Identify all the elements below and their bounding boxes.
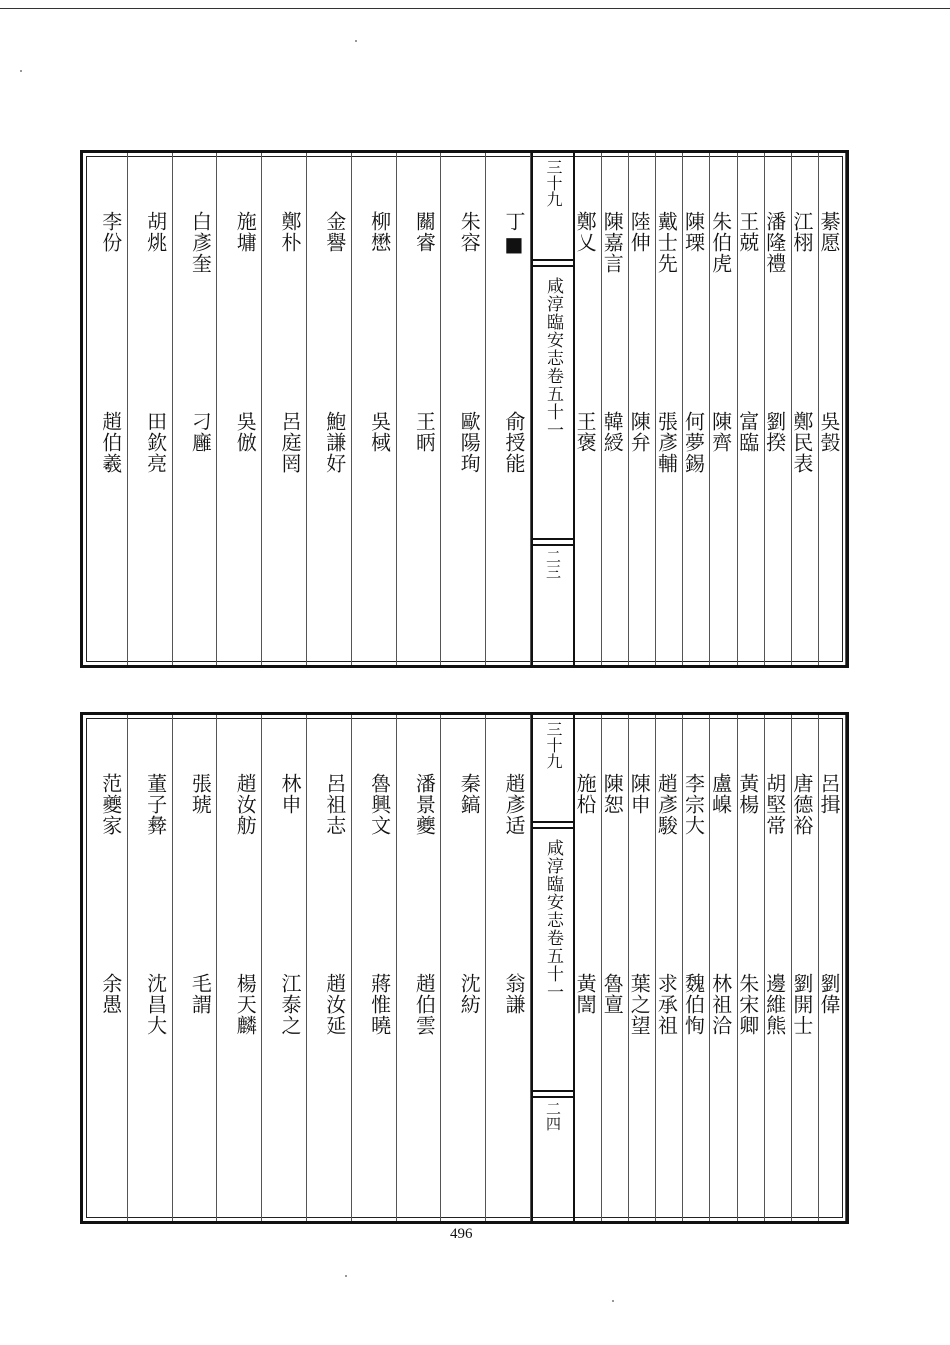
- name-column: [397, 153, 442, 665]
- name-upper: 關睿: [412, 211, 437, 253]
- name-upper: 江栩: [789, 211, 814, 253]
- name-upper: 陳瑮: [681, 211, 706, 253]
- fishtail-mark: [531, 259, 575, 267]
- fishtail-mark: [531, 1090, 575, 1098]
- leaf-label: 三十九: [544, 721, 563, 769]
- name-column: [173, 153, 218, 665]
- name-column: [486, 715, 531, 1221]
- name-lower: 俞授能: [501, 411, 526, 474]
- name-upper: 潘隆禮: [762, 211, 787, 274]
- name-upper: 張琥: [188, 773, 213, 815]
- center-spine: [531, 715, 575, 1221]
- name-upper: 林申: [277, 773, 302, 815]
- name-column: [789, 715, 819, 1221]
- name-upper: 潘景夔: [412, 773, 437, 836]
- name-column: [352, 153, 397, 665]
- name-lower: 林祖洽: [708, 973, 733, 1036]
- page-number: 496: [450, 1226, 473, 1242]
- name-lower: 魯亶: [600, 973, 625, 1015]
- name-lower: 刁廱: [188, 411, 213, 453]
- name-column: [486, 153, 531, 665]
- name-lower: 韓綬: [600, 411, 625, 453]
- name-column: [629, 715, 656, 1221]
- name-upper: 綦愿: [816, 211, 841, 253]
- name-lower: 毛謂: [188, 973, 213, 1015]
- name-lower: 沈昌大: [143, 973, 168, 1036]
- name-lower: 葉之望: [627, 973, 652, 1036]
- bottom-half-page: [80, 712, 849, 1224]
- name-lower: 歐陽珣: [457, 411, 482, 474]
- name-upper: 施墉: [233, 211, 258, 253]
- name-lower: 楊天麟: [233, 973, 258, 1036]
- name-upper: 呂揖: [816, 773, 841, 815]
- speck: [612, 1300, 614, 1302]
- top-half-page: [80, 150, 849, 668]
- name-column: [83, 715, 128, 1221]
- name-upper: 丁■: [501, 211, 526, 257]
- fishtail-mark: [531, 538, 575, 546]
- speck: [20, 70, 22, 72]
- name-column: [575, 153, 602, 665]
- name-upper: 盧嵲: [708, 773, 733, 815]
- name-column: [789, 153, 819, 665]
- name-column: [128, 715, 173, 1221]
- name-upper: 朱伯虎: [708, 211, 733, 274]
- name-upper: 陸伸: [627, 211, 652, 253]
- name-column: [708, 715, 738, 1221]
- name-lower: 陳弁: [627, 411, 652, 453]
- name-lower: 鮑謙好: [322, 411, 347, 474]
- top-rule: [0, 8, 950, 9]
- leaf-label: 三十九: [544, 159, 563, 207]
- fold-header: 咸淳臨安志卷五十一: [543, 839, 563, 1001]
- name-column: [816, 153, 846, 665]
- center-spine: [531, 153, 575, 665]
- name-lower: 富臨: [735, 411, 760, 453]
- name-lower: 邊維熊: [762, 973, 787, 1036]
- name-lower: 蔣惟曉: [367, 973, 392, 1036]
- name-lower: 吳倣: [233, 411, 258, 453]
- name-column: [683, 153, 710, 665]
- name-lower: 江泰之: [277, 973, 302, 1036]
- name-upper: 陳嘉言: [600, 211, 625, 274]
- name-lower: 劉開士: [789, 973, 814, 1036]
- name-column: [262, 153, 307, 665]
- name-upper: 董子彜: [143, 773, 168, 836]
- name-upper: 柳懋: [367, 211, 392, 253]
- name-upper: 胡烑: [143, 211, 168, 253]
- name-lower: 沈紡: [457, 973, 482, 1015]
- name-column: [602, 715, 629, 1221]
- name-column: [441, 715, 486, 1221]
- name-lower: 翁謙: [501, 973, 526, 1015]
- name-upper: 趙汝舫: [233, 773, 258, 836]
- name-upper: 王兢: [735, 211, 760, 253]
- name-lower: 劉揆: [762, 411, 787, 453]
- name-lower: 張彥輔: [654, 411, 679, 474]
- name-upper: 陳恕: [600, 773, 625, 815]
- name-column: [629, 153, 656, 665]
- name-column: [735, 715, 765, 1221]
- name-column: [762, 715, 792, 1221]
- name-upper: 魯興文: [367, 773, 392, 836]
- name-upper: 戴士先: [654, 211, 679, 274]
- name-lower: 呂庭罔: [277, 411, 302, 474]
- name-upper: 趙彥駿: [654, 773, 679, 836]
- name-upper: 李宗大: [681, 773, 706, 836]
- name-lower: 求承祖: [654, 973, 679, 1036]
- name-column: [307, 153, 352, 665]
- name-upper: 白彥奎: [188, 211, 213, 274]
- name-lower: 趙伯羲: [98, 411, 123, 474]
- name-upper: 朱容: [457, 211, 482, 253]
- name-column: [441, 153, 486, 665]
- name-lower: 劉偉: [816, 973, 841, 1015]
- name-lower: 吳棫: [367, 411, 392, 453]
- name-lower: 王昞: [412, 411, 437, 453]
- name-column: [762, 153, 792, 665]
- name-lower: 魏伯恂: [681, 973, 706, 1036]
- name-upper: 金譽: [322, 211, 347, 253]
- name-upper: 黃楊: [735, 773, 760, 815]
- name-upper: 趙彥适: [501, 773, 526, 836]
- fold-header: 咸淳臨安志卷五十一: [543, 277, 563, 439]
- name-column: [602, 153, 629, 665]
- name-lower: 余愚: [98, 973, 123, 1015]
- name-lower: 趙伯雲: [412, 973, 437, 1036]
- name-lower: 何夢錫: [681, 411, 706, 474]
- name-column: [575, 715, 602, 1221]
- name-lower: 趙汝延: [322, 973, 347, 1036]
- name-column: [656, 153, 683, 665]
- name-lower: 朱宋卿: [735, 973, 760, 1036]
- name-column: [217, 715, 262, 1221]
- name-column: [708, 153, 738, 665]
- name-upper: 胡堅常: [762, 773, 787, 836]
- name-upper: 施柗: [573, 773, 598, 815]
- fishtail-mark: [531, 821, 575, 829]
- name-column: [262, 715, 307, 1221]
- name-column: [397, 715, 442, 1221]
- name-upper: 李份: [98, 211, 123, 253]
- name-lower: 陳齊: [708, 411, 733, 453]
- name-lower: 黃誾: [573, 973, 598, 1015]
- name-upper: 鄭乂: [573, 211, 598, 253]
- name-column: [816, 715, 846, 1221]
- name-column: [352, 715, 397, 1221]
- name-column: [128, 153, 173, 665]
- name-upper: 陳申: [627, 773, 652, 815]
- name-lower: 吳㲄: [816, 411, 841, 453]
- speck: [345, 1275, 347, 1277]
- name-column: [307, 715, 352, 1221]
- name-column: [83, 153, 128, 665]
- name-column: [173, 715, 218, 1221]
- name-upper: 唐德裕: [789, 773, 814, 836]
- name-upper: 呂祖志: [322, 773, 347, 836]
- name-lower: 田欽亮: [143, 411, 168, 474]
- name-upper: 范夔家: [98, 773, 123, 836]
- name-lower: 王褒: [573, 411, 598, 453]
- name-column: [656, 715, 683, 1221]
- name-upper: 鄭朴: [277, 211, 302, 253]
- name-column: [217, 153, 262, 665]
- name-upper: 秦鎬: [457, 773, 482, 815]
- name-column: [683, 715, 710, 1221]
- folio-label: 二三: [544, 549, 562, 579]
- name-lower: 鄭民表: [789, 411, 814, 474]
- name-column: [735, 153, 765, 665]
- folio-label: 二四: [544, 1101, 562, 1131]
- speck: [355, 40, 357, 42]
